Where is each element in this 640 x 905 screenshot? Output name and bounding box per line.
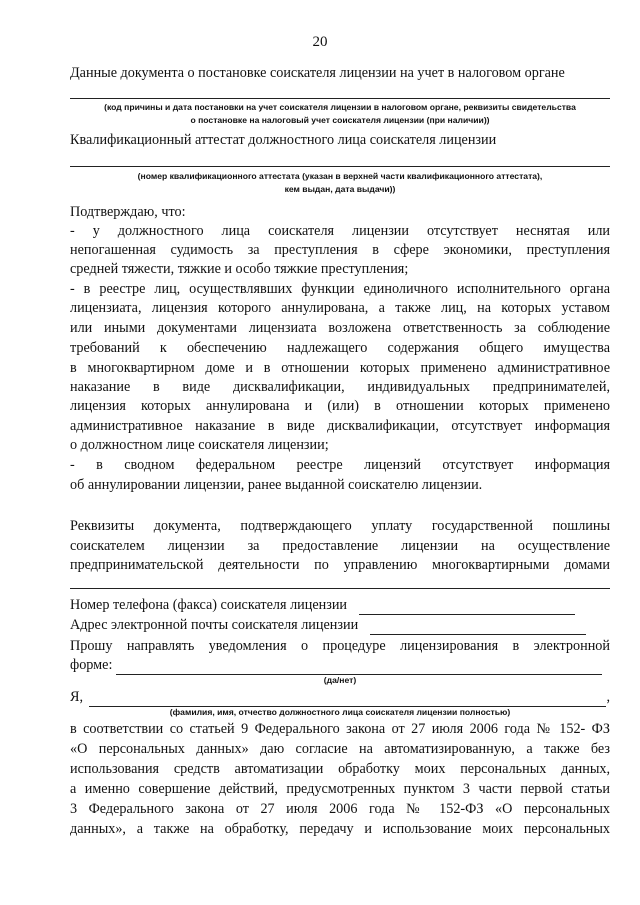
confirm-line: - у должностного лица соискателя лицензии отсутствует неснятая или	[70, 223, 610, 239]
confirm-line: лицензия которых аннулирована и (или) в отношении которых применено	[70, 398, 610, 414]
confirm-line: - в сводном федеральном реестре лицензий отсутствует информация	[70, 457, 610, 473]
cert-caption-1: (номер квалификационного аттестата (указан в верхней части квалификационного аттестата),	[137, 171, 543, 181]
confirm-line: административное наказание в виде дисквалификации, отсутствует информация	[70, 418, 610, 434]
consent-line: данных», а также на обработку, передачу и использование моих персональных	[70, 821, 610, 837]
fee-line: соискателем лицензии за предоставление лицензии на осуществление	[70, 538, 610, 554]
notify-field	[70, 656, 610, 675]
tax-doc-fill-line[interactable]	[70, 98, 610, 99]
confirm-heading: Подтверждаю, что:	[70, 204, 186, 220]
fullname-input-line[interactable]	[89, 692, 606, 707]
tax-doc-caption-2: о постановке на налоговый учет соискателя лицензии (при наличии))	[190, 115, 490, 125]
confirm-line: требований к обеспечению надлежащего содержания общего имущества	[70, 340, 610, 356]
confirm-line: о должностном лице соискателя лицензии;	[70, 437, 329, 453]
fee-fill-line[interactable]	[70, 588, 610, 589]
fullname-field	[70, 688, 610, 707]
cert-caption-2: кем выдан, дата выдачи))	[284, 184, 396, 194]
notify-label: форме:	[70, 657, 113, 673]
phone-field	[70, 596, 610, 615]
phone-label: Номер телефона (факса) соискателя лицензии	[70, 597, 348, 613]
notify-line: Прошу направлять уведомления о процедуре лицензирования в электронной	[70, 638, 610, 654]
confirm-line: лицензиата, лицензия которого аннулирована, а также лиц, на которых уставом	[70, 300, 610, 316]
consent-line: в соответствии со статьей 9 Федерального закона от 27 июля 2006 года № 152- ФЗ	[70, 721, 610, 737]
i-tail: ,	[606, 689, 610, 705]
confirm-line: - в реестре лиц, осуществлявших функции единоличного исполнительного органа	[70, 281, 610, 297]
confirm-line: наказание в виде дисквалификации, индивидуальных предпринимателей,	[70, 379, 610, 395]
confirm-line: непогашенная судимость за преступления в сфере экономики, преступления	[70, 242, 610, 258]
email-input-line[interactable]	[370, 620, 586, 635]
tax-doc-label: Данные документа о постановке соискателя лицензии на учет в налоговом органе	[70, 65, 565, 81]
i-label: Я,	[70, 689, 84, 705]
notify-input-line[interactable]	[116, 660, 602, 675]
page-number: 20	[312, 34, 328, 50]
consent-line: а именно совершение действий, предусмотренных пунктом 3 части первой статьи	[70, 781, 610, 797]
phone-input-line[interactable]	[359, 600, 575, 615]
fee-line: предпринимательской деятельности по управлению многоквартирными домами	[70, 557, 610, 573]
confirm-line: об аннулировании лицензии, ранее выданной соискателю лицензии.	[70, 477, 483, 493]
confirm-line: в многоквартирном доме и в отношении которых применено административное	[70, 360, 610, 376]
cert-fill-line[interactable]	[70, 166, 610, 167]
email-field	[70, 616, 610, 635]
notify-caption: (да/нет)	[323, 675, 357, 685]
fee-line: Реквизиты документа, подтверждающего уплату государственной пошлины	[70, 518, 610, 534]
tax-doc-caption-1: (код причины и дата постановки на учет соискателя лицензии в налоговом органе, реквизиты свидетельства	[104, 102, 576, 112]
consent-line: 3 Федерального закона от 27 июля 2006 года № 152-ФЗ «О персональных	[70, 801, 610, 817]
consent-line: «О персональных данных» даю согласие на автоматизированную, а также без	[70, 741, 610, 757]
cert-label: Квалификационный аттестат должностного лица соискателя лицензии	[70, 132, 497, 148]
email-label: Адрес электронной почты соискателя лицензии	[70, 617, 359, 633]
fullname-caption: (фамилия, имя, отчество должностного лица соискателя лицензии полностью)	[169, 707, 511, 717]
confirm-line: средней тяжести, тяжкие и особо тяжкие преступления;	[70, 261, 409, 277]
confirm-line: или иными документами лицензиата возложена ответственность за соблюдение	[70, 320, 610, 336]
consent-line: использования средств автоматизации обработку моих персональных данных,	[70, 761, 610, 777]
